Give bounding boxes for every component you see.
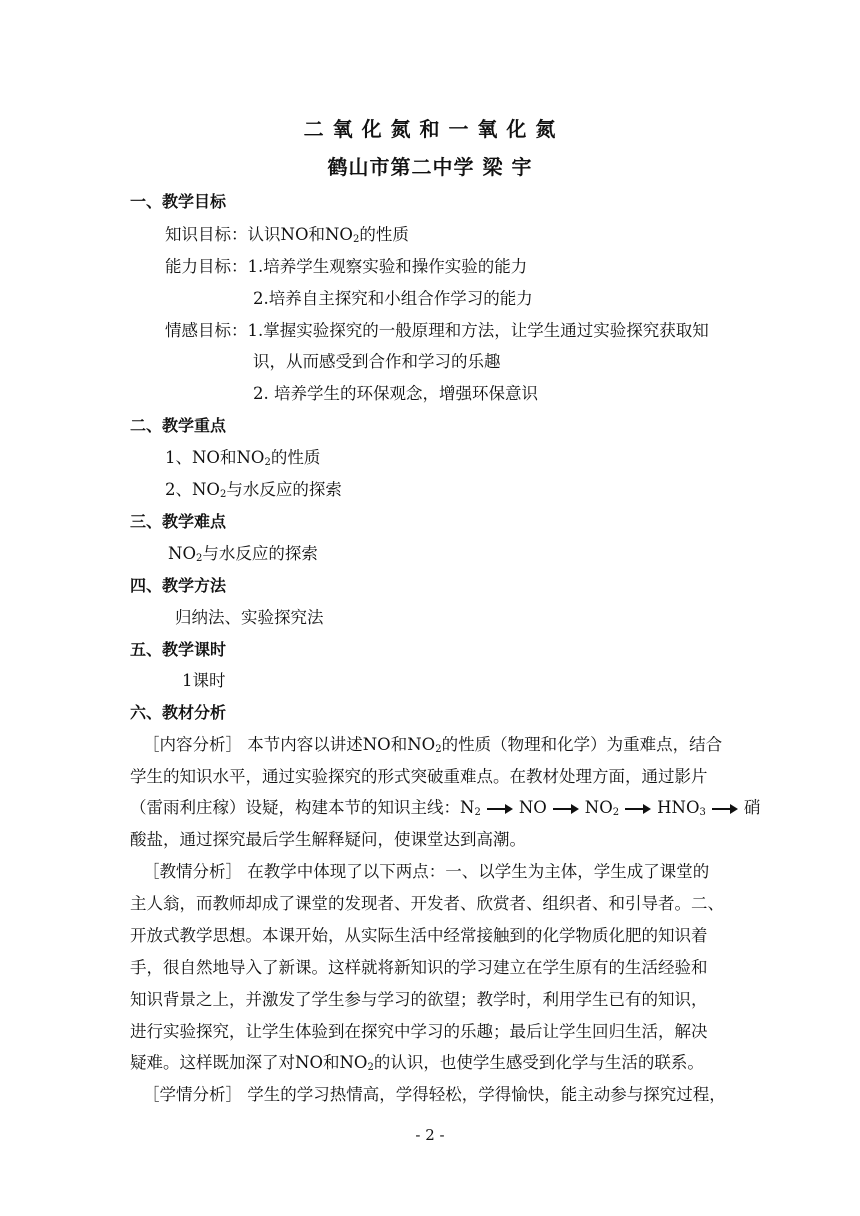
author-line: 鹤山市第二中学 梁 宇 xyxy=(327,155,533,179)
ability-objective-2: 2.培养自主探究和小组合作学习的能力 xyxy=(253,289,533,308)
section-heading-difficulties: 三、教学难点 xyxy=(130,512,227,531)
teaching-analysis-line-3: 开放式教学思想。本课开始，从实际生活中经常接触到的化学物质化肥的知识着 xyxy=(130,926,708,945)
ability-objective-1: 能力目标：1.培养学生观察实验和操作实验的能力 xyxy=(165,257,528,276)
section-heading-textbook-analysis: 六、教材分析 xyxy=(130,703,227,722)
teaching-analysis-line-7: 疑难。这样既加深了对NO和$NO_2$的认识，也使学生感受到化学与生活的联系。 xyxy=(130,1053,704,1073)
page-number: - 2 - xyxy=(415,1126,445,1144)
knowledge-objective: 知识目标：认识NO和$NO_2$的性质 xyxy=(165,225,409,245)
content-analysis-line-1: ［内容分析］ 本节内容以讲述NO和$NO_2$的性质（物理和化学）为重难点，结合 xyxy=(143,735,723,755)
emotion-objective-1: 情感目标：1.掌握实验探究的一般原理和方法，让学生通过实验探究获取知 xyxy=(165,321,709,340)
section-heading-hours: 五、教学课时 xyxy=(130,640,227,659)
difficulty-item: $NO_2$与水反应的探索 xyxy=(168,544,318,564)
key-point-1: 1、NO和$NO_2$的性质 xyxy=(165,448,321,468)
arrow-icon xyxy=(553,803,579,815)
key-point-2: 2、$NO_2$与水反应的探索 xyxy=(165,480,342,500)
student-analysis-line-1: ［学情分析］ 学生的学习热情高，学得轻松，学得愉快，能主动参与探究过程， xyxy=(143,1085,726,1104)
chain-no2: $NO_2$ xyxy=(584,798,620,818)
teaching-analysis-line-2: 主人翁，而教师却成了课堂的发现者、开发者、欣赏者、组织者、和引导者。二、 xyxy=(130,894,724,913)
section-heading-key-points: 二、教学重点 xyxy=(130,416,227,435)
chain-hno3: $HNO_3$ xyxy=(657,798,706,818)
section-heading-methods: 四、教学方法 xyxy=(130,576,227,595)
teaching-analysis-line-1: ［教情分析］ 在教学中体现了以下两点：一、以学生为主体，学生成了课堂的 xyxy=(143,862,710,881)
teaching-analysis-line-5: 知识背景之上，并激发了学生参与学习的欲望；教学时，利用学生已有的知识， xyxy=(130,990,708,1009)
teaching-analysis-line-6: 进行实验探究，让学生体验到在探究中学习的乐趣；最后让学生回归生活，解决 xyxy=(130,1022,708,1041)
content-analysis-line-4: 酸盐，通过探究最后学生解释疑问，使课堂达到高潮。 xyxy=(130,830,526,849)
chain-n2: $N_2$ xyxy=(460,798,481,818)
section-heading-objectives: 一、教学目标 xyxy=(130,192,227,211)
emotion-objective-1-cont: 识，从而感受到合作和学习的乐趣 xyxy=(253,352,501,371)
hours-item: 1课时 xyxy=(182,671,226,690)
emotion-objective-2: 2. 培养学生的环保观念，增强环保意识 xyxy=(253,384,538,403)
chain-end: 硝 xyxy=(743,798,761,817)
document-title: 二 氧 化 氮 和 一 氧 化 氮 xyxy=(303,117,557,141)
content-analysis-line-2: 学生的知识水平，通过实验探究的形式突破重难点。在教材处理方面，通过影片 xyxy=(130,767,708,786)
methods-item: 归纳法、实验探究法 xyxy=(175,608,324,627)
arrow-icon xyxy=(625,803,651,815)
arrow-icon xyxy=(712,803,738,815)
chain-no: NO xyxy=(518,798,547,817)
teaching-analysis-line-4: 手，很自然地导入了新课。这样就将新知识的学习建立在学生原有的生活经验和 xyxy=(130,958,708,977)
arrow-icon xyxy=(487,803,513,815)
content-analysis-line-3: （雷雨利庄稼）设疑，构建本节的知识主线：$N_2$ NO $NO_2$ $HNO_3$ 硝 xyxy=(130,798,761,818)
